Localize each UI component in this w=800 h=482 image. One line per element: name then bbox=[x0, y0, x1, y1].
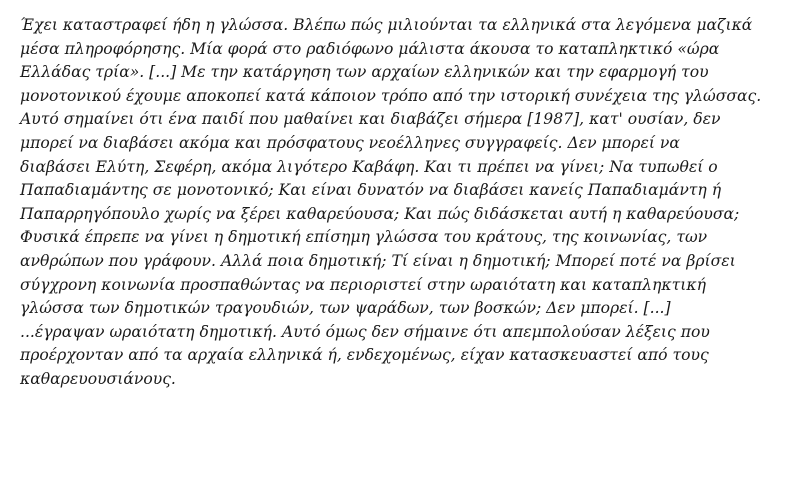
text-line: Έχει καταστραφεί ήδη η γλώσσα. Βλέπω πώς μιλιούνται τα ελληνικά στα λεγόμενα μαζικά bbox=[20, 16, 753, 34]
text-line: ...έγραψαν ωραιότατη δημοτική. Αυτό όμως δεν σήμαινε ότι απεμπολούσαν λέξεις που bbox=[20, 322, 710, 341]
text-line: Φυσικά έπρεπε να γίνει η δημοτική επίσημη γλώσσα του κράτους, της κοινωνίας, των bbox=[20, 228, 708, 247]
text-line: Παπαδιαμάντης σε μονοτονικό; Και είναι δυνατόν να διαβάσει κανείς Παπαδιαμάντη ή bbox=[20, 181, 722, 200]
text-line: σύγχρονη κοινωνία προσπαθώντας να περιοριστεί στην ωραιότατη και καταπληκτική bbox=[20, 275, 706, 294]
text-line: μέσα πληροφόρησης. Μία φορά στο ραδιόφωνο μάλιστα άκουσα το καταπληκτικό «ώρα bbox=[20, 39, 720, 58]
text-line: καθαρευουσιάνους. bbox=[20, 369, 176, 388]
text-line: μονοτονικού έχουμε αποκοπεί κατά κάποιον τρόπο από την ιστορική συνέχεια της γλώσσας. bbox=[20, 86, 762, 105]
text-line: μπορεί να διαβάσει ακόμα και πρόσφατους νεοέλληνες συγγραφείς. Δεν μπορεί να bbox=[20, 133, 680, 152]
text-line: ανθρώπων που γράφουν. Αλλά ποια δημοτική; Τί είναι η δημοτική; Μπορεί ποτέ να βρίσει bbox=[20, 251, 736, 270]
text-line: γλώσσα των δημοτικών τραγουδιών, των ψαράδων, των βοσκών; Δεν μπορεί. [...] bbox=[20, 299, 671, 318]
text-line: Παπαρρηγόπουλο χωρίς να ξέρει καθαρεύουσα; Και πώς διδάσκεται αυτή η καθαρεύουσα; bbox=[20, 204, 740, 223]
text-line: Αυτό σημαίνει ότι ένα παιδί που μαθαίνει και διαβάζει σήμερα [1987], κατ' ουσίαν, δεν bbox=[20, 110, 721, 129]
text-line: προέρχονταν από τα αρχαία ελληνικά ή, ενδεχομένως, είχαν κατασκευαστεί από τους bbox=[20, 346, 709, 365]
text-line: διαβάσει Ελύτη, Σεφέρη, ακόμα λιγότερο Καβάφη. Και τι πρέπει να γίνει; Να τυπωθεί ο bbox=[20, 157, 718, 176]
handwritten-text-block bbox=[20, 14, 790, 392]
text-line: Ελλάδας τρία». [...] Με την κατάργηση των αρχαίων ελληνικών και την εφαρμογή του bbox=[20, 63, 709, 82]
